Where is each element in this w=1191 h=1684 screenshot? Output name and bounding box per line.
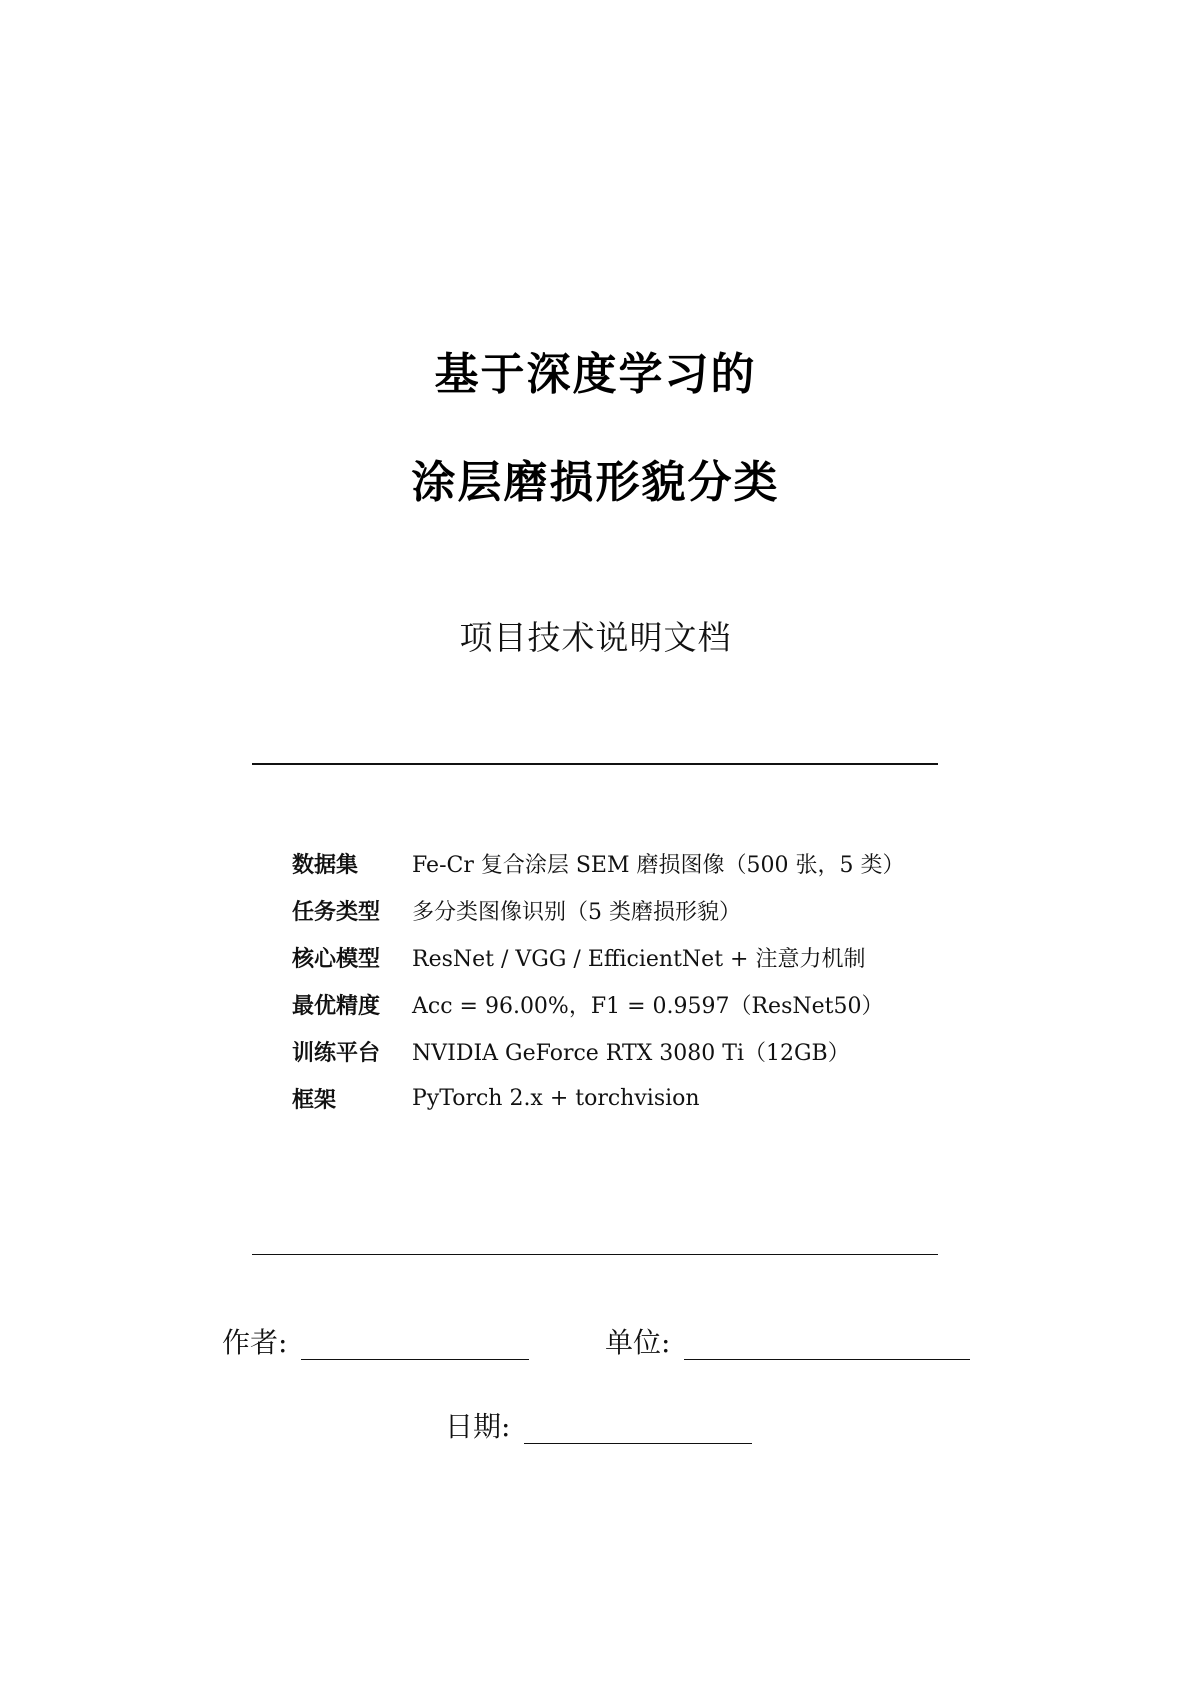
unit-blank-line	[684, 1329, 970, 1360]
document-subtitle: 项目技术说明文档	[459, 618, 732, 657]
bottom-divider	[252, 1254, 938, 1255]
unit-label: 单位:	[605, 1326, 671, 1359]
author-label: 作者:	[222, 1326, 288, 1359]
date-label: 日期:	[445, 1410, 511, 1443]
info-key: 框架	[292, 1087, 337, 1113]
project-info-table	[292, 840, 932, 1122]
info-key: 数据集	[292, 852, 359, 878]
info-value: Fe-Cr 复合涂层 SEM 磨损图像（500 张，5 类）	[412, 853, 905, 878]
title-line-1: 基于深度学习的	[434, 349, 757, 400]
info-row-dataset	[292, 840, 932, 887]
author-field	[222, 1326, 529, 1360]
info-row-core-model	[292, 934, 932, 981]
info-value: 多分类图像识别（5 类磨损形貌）	[412, 900, 741, 925]
info-key: 最优精度	[292, 993, 381, 1019]
info-row-best-accuracy	[292, 981, 932, 1028]
info-value: PyTorch 2.x + torchvision	[412, 1086, 700, 1111]
date-blank-line	[524, 1413, 752, 1444]
unit-field	[605, 1326, 970, 1360]
top-divider	[252, 763, 938, 765]
info-row-training-platform	[292, 1028, 932, 1075]
title-line-2: 涂层磨损形貌分类	[411, 457, 780, 508]
info-key: 训练平台	[292, 1040, 381, 1066]
date-field	[445, 1410, 752, 1444]
info-key: 任务类型	[292, 899, 381, 925]
info-value: NVIDIA GeForce RTX 3080 Ti（12GB）	[412, 1041, 850, 1066]
author-blank-line	[301, 1329, 529, 1360]
info-value: Acc = 96.00%，F1 = 0.9597（ResNet50）	[412, 994, 884, 1019]
info-row-task-type	[292, 887, 932, 934]
info-row-framework	[292, 1075, 932, 1122]
info-key: 核心模型	[292, 946, 381, 972]
info-value: ResNet / VGG / EfficientNet + 注意力机制	[412, 947, 866, 972]
